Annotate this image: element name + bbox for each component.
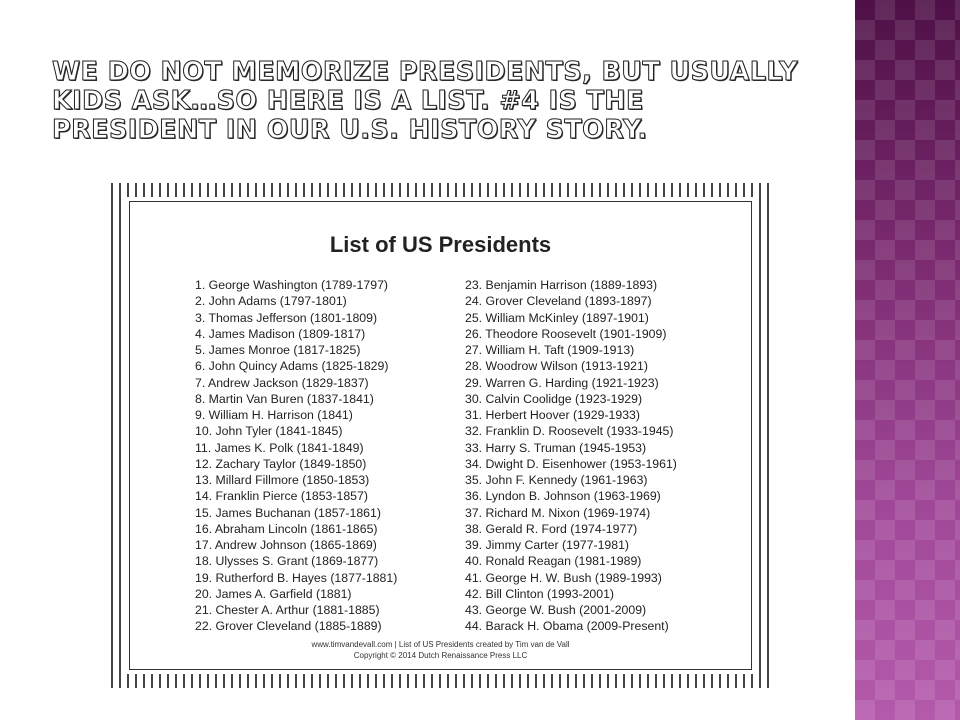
decorative-side-band <box>855 0 960 720</box>
president-item: 39. Jimmy Carter (1977-1981) <box>465 538 630 552</box>
president-item: 40. Ronald Reagan (1981-1989) <box>465 554 642 569</box>
slide-title: WE DO NOT MEMORIZE PRESIDENTS, BUT USUALLY KIDS ASK…SO HERE IS A LIST. #4 IS THE PRESIDENT IN OUR U.S. HISTORY STORY. <box>52 57 798 145</box>
president-item: 1. George Washington (1789-1797) <box>195 278 388 292</box>
president-item: 12. Zachary Taylor (1849-1850) <box>195 456 367 471</box>
president-item: 6. John Quincy Adams (1825-1829) <box>195 359 389 374</box>
president-item: 28. Woodrow Wilson (1913-1921) <box>465 359 648 374</box>
president-item: 14. Franklin Pierce (1853-1857) <box>195 489 368 504</box>
president-item: 5. James Monroe (1817-1825) <box>195 343 361 357</box>
president-item: 10. John Tyler (1841-1845) <box>195 424 343 439</box>
president-item: 7. Andrew Jackson (1829-1837) <box>195 375 369 390</box>
president-item: 36. Lyndon B. Johnson (1963-1969) <box>465 489 661 504</box>
president-item: 16. Abraham Lincoln (1861-1865) <box>195 521 378 536</box>
president-item: 17. Andrew Johnson (1865-1869) <box>195 538 377 552</box>
president-item: 22. Grover Cleveland (1885-1889) <box>195 619 382 634</box>
list-footer <box>130 639 751 661</box>
president-item: 43. George W. Bush (2001-2009) <box>465 603 647 617</box>
president-item: 3. Thomas Jefferson (1801-1809) <box>195 310 378 325</box>
president-item: 42. Bill Clinton (1993-2001) <box>465 586 615 601</box>
president-item: 34. Dwight D. Eisenhower (1953-1961) <box>465 456 677 471</box>
president-item: 2. John Adams (1797-1801) <box>195 294 347 309</box>
president-item: 41. George H. W. Bush (1989-1993) <box>465 570 662 585</box>
president-item: 18. Ulysses S. Grant (1869-1877) <box>195 554 379 569</box>
president-item: 26. Theodore Roosevelt (1901-1909) <box>465 326 667 341</box>
president-item: 31. Herbert Hoover (1929-1933) <box>465 408 640 422</box>
presidents-left-column <box>195 277 397 635</box>
president-item: 4. James Madison (1809-1817) <box>195 326 366 341</box>
president-item: 44. Barack H. Obama (2009-Present) <box>465 619 669 634</box>
president-item: 33. Harry S. Truman (1945-1953) <box>465 440 647 455</box>
president-item: 32. Franklin D. Roosevelt (1933-1945) <box>465 424 674 439</box>
president-item: 38. Gerald R. Ford (1974-1977) <box>465 521 638 536</box>
presidents-list-image <box>111 183 770 688</box>
president-item: 30. Calvin Coolidge (1923-1929) <box>465 391 643 406</box>
president-item: 21. Chester A. Arthur (1881-1885) <box>195 603 380 617</box>
president-item: 19. Rutherford B. Hayes (1877-1881) <box>195 570 398 585</box>
president-item: 20. James A. Garfield (1881) <box>195 586 352 601</box>
president-item: 35. John F. Kennedy (1961-1963) <box>465 473 648 487</box>
president-item: 8. Martin Van Buren (1837-1841) <box>195 391 374 406</box>
president-item: 29. Warren G. Harding (1921-1923) <box>465 375 659 390</box>
president-item: 11. James K. Polk (1841-1849) <box>195 440 364 455</box>
card-inner-border <box>129 201 752 670</box>
president-item: 24. Grover Cleveland (1893-1897) <box>465 294 652 309</box>
president-item: 27. William H. Taft (1909-1913) <box>465 343 635 357</box>
president-item: 13. Millard Fillmore (1850-1853) <box>195 473 370 487</box>
presidents-right-column <box>465 277 677 635</box>
president-item: 15. James Buchanan (1857-1861) <box>195 505 381 520</box>
footer-copyright: Copyright © 2014 Dutch Renaissance Press LLC <box>353 651 528 660</box>
president-item: 25. William McKinley (1897-1901) <box>465 310 649 325</box>
footer-credit: www.timvandevall.com | List of US Presidents created by Tim van de Vall <box>311 640 570 649</box>
president-item: 23. Benjamin Harrison (1889-1893) <box>465 278 658 292</box>
list-title: List of US Presidents <box>329 232 552 257</box>
president-item: 37. Richard M. Nixon (1969-1974) <box>465 505 651 520</box>
president-item: 9. William H. Harrison (1841) <box>195 408 353 422</box>
